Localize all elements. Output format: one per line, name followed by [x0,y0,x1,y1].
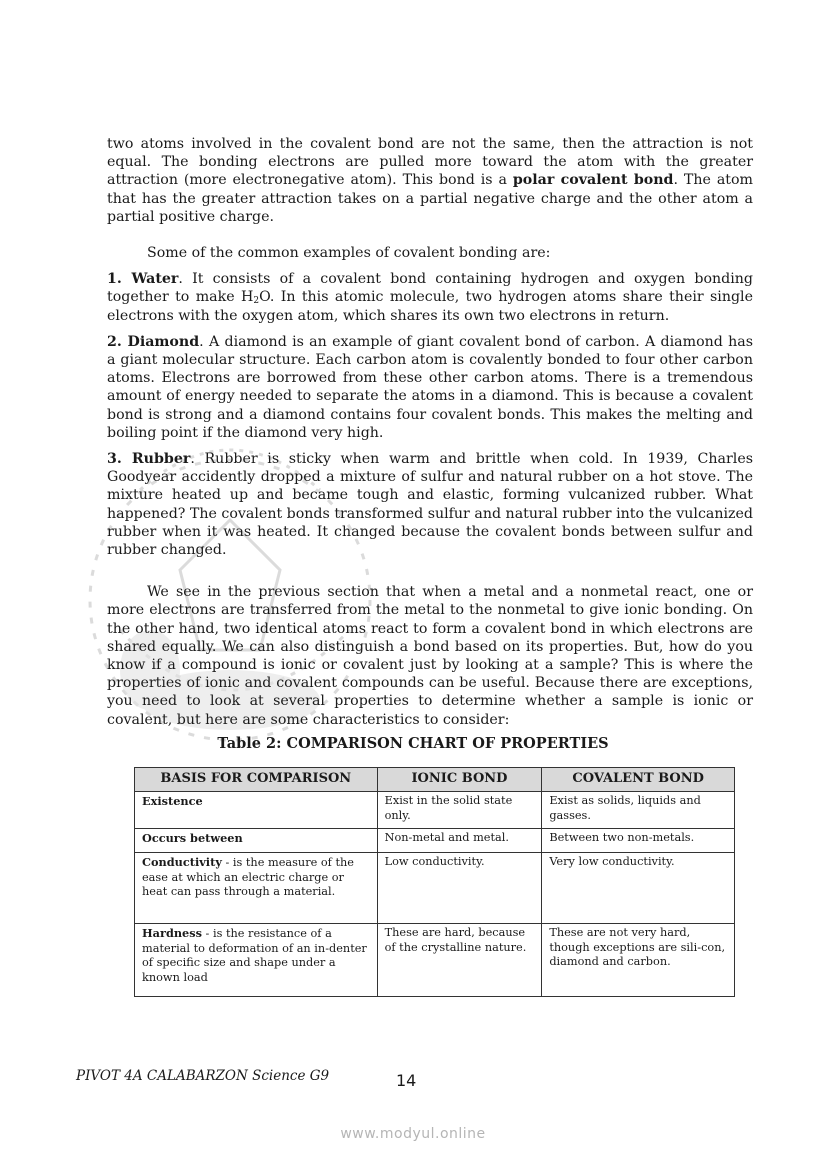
example-label: 3. Rubber [107,451,191,468]
footer-series-title: PIVOT 4A CALABARZON Science G9 [76,1068,330,1084]
site-watermark-link[interactable]: www.modyul.online [340,1126,486,1142]
covalent-cell: Between two non-metals. [542,829,735,853]
example-rubber: 3. Rubber. Rubber is sticky when warm and brittle when cold. In 1939, Charles Goodyear accidently dropped a mixture of sulfur and natural rubber on a hot stove. The mixture heated up and became tough and elastic, forming vulcanized rubber. What happened? The covalent bonds transformed sulfur and natural rubber into the vulcanized rubber when it was heated. It changed because the covalent bonds between sulfur and rubber changed. [107,451,753,559]
basis-cell: Existence [135,792,378,829]
ionic-cell: Low conductivity. [377,853,542,924]
covalent-cell: Exist as solids, liquids and gasses. [542,792,735,829]
column-header: IONIC BOND [377,768,542,792]
column-header: COVALENT BOND [542,768,735,792]
polar-covalent-term: polar covalent bond [512,172,674,189]
document-body [107,135,753,729]
ionic-cell: Exist in the solid state only. [377,792,542,829]
polar-covalent-paragraph: two atoms involved in the covalent bond are not the same, then the attraction is not equal. The bonding electrons are pulled more toward the atom with the greater attraction (more electronegative atom). This bond is a polar covalent bond. The atom that has the greater attraction takes on a partial negative charge and the other atom a partial positive charge. [107,136,754,225]
examples-intro: Some of the common examples of covalent bonding are: [147,245,551,262]
column-header: BASIS FOR COMPARISON [135,768,378,792]
example-diamond: 2. Diamond. A diamond is an example of giant covalent bond of carbon. A diamond has a giant molecular structure. Each carbon atom is covalently bonded to four other carbon atoms. Electrons are borrowed from these other carbon atoms. There is a tremendous amount of energy needed to separate the atoms in a diamond. This is because a covalent bond is strong and a diamond contains four covalent bonds. This makes the melting and boiling point if the diamond very high. [107,333,753,441]
table-row [135,792,735,829]
comparison-intro-paragraph: We see in the previous section that when a metal and a nonmetal react, one or more electrons are transferred from the metal to the nonmetal to give ionic bonding. On the other hand, two identical atoms react to form a covalent bond in which electrons are shared equally. We can also distinguish a bond based on its properties. But, how do you know if a compound is ionic or covalent just by looking at a sample? This is where the properties of ionic and covalent compounds can be useful. Because there are exceptions, you need to look at several properties to determine whether a sample is ionic or covalent, but here are some characteristics to consider: [107,584,753,728]
ionic-cell: These are hard, because of the crystalline nature. [377,924,542,997]
table-title: Table 2: COMPARISON CHART OF PROPERTIES [217,735,609,752]
ionic-cell: Non-metal and metal. [377,829,542,853]
page-number: 14 [396,1071,417,1090]
basis-cell: Conductivity - is the measure of the ease at which an electric charge or heat can pass through a material. [135,853,378,924]
table-row [135,829,735,853]
example-water: 1. Water. It consists of a covalent bond containing hydrogen and oxygen bonding together to make $H_2O$. In this atomic molecule, two hydrogen atoms share their single electrons with the oxygen atom, which shares its own two electrons in return. [107,271,753,324]
basis-cell: Hardness - is the resistance of a material to deformation of an in-denter of specific size and shape under a known load [135,924,378,997]
covalent-cell: Very low conductivity. [542,853,735,924]
example-label: 2. Diamond [107,333,200,350]
example-label: 1. Water [107,271,179,288]
comparison-table [134,767,735,997]
table-row [135,924,735,997]
basis-cell: Occurs between [135,829,378,853]
covalent-cell: These are not very hard, though exceptions are sili-con, diamond and carbon. [542,924,735,997]
table-header-row [135,768,735,792]
table-row [135,853,735,924]
